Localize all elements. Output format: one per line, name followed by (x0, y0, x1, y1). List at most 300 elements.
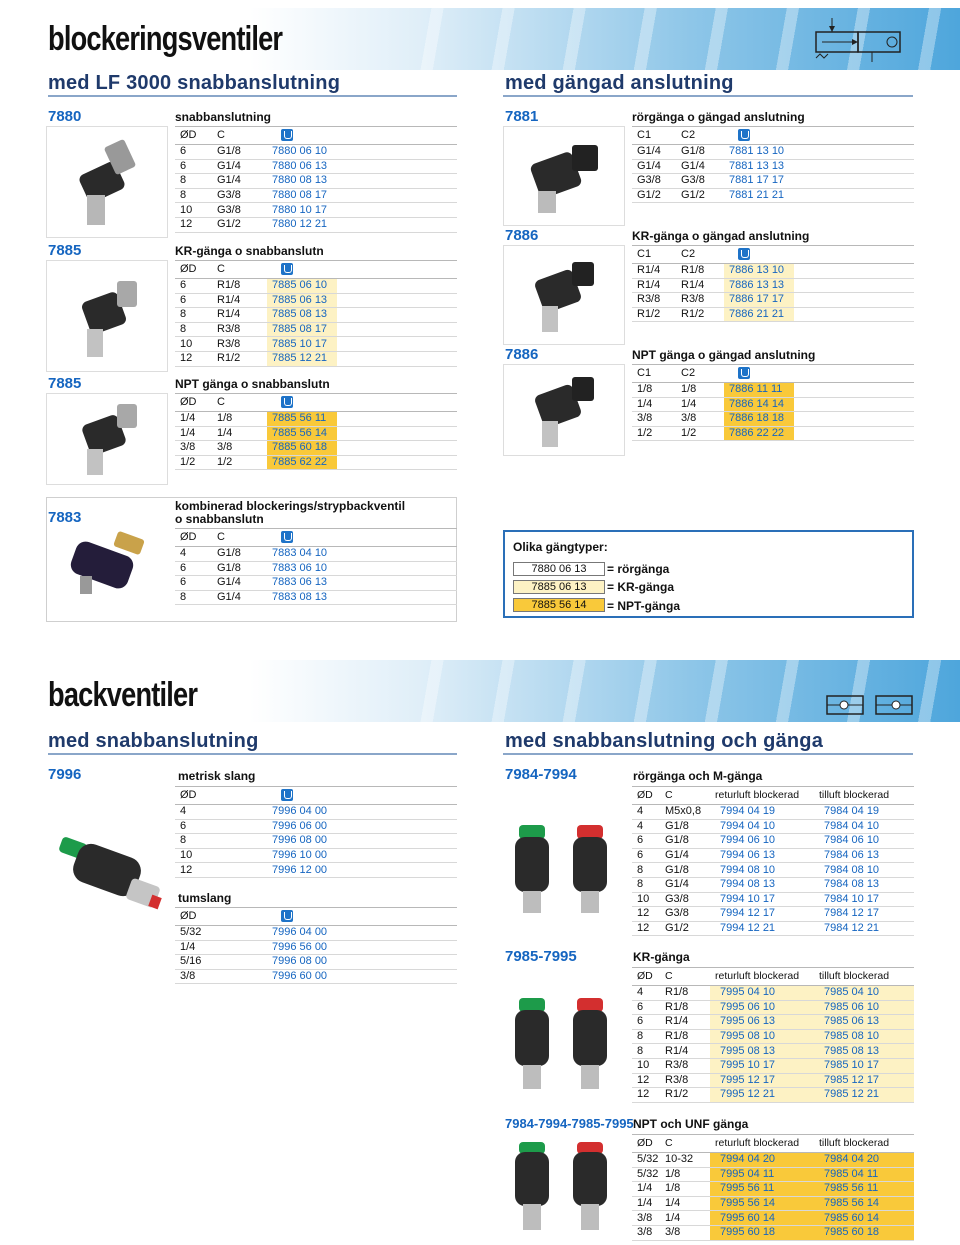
table-cell: 1/4 (632, 1182, 660, 1197)
table-cell: G1/4 (660, 848, 710, 863)
table-cell: 7885 12 21 (267, 351, 337, 366)
table-cell: R3/8 (212, 337, 267, 352)
subheading-left: med LF 3000 snabbanslutning (48, 72, 341, 94)
table-cell: 7985 06 10 (814, 1000, 914, 1015)
table-cell: R1/4 (676, 278, 724, 293)
table-cell: 7885 10 17 (267, 337, 337, 352)
table-row (175, 969, 457, 984)
table-cell: G3/8 (676, 174, 724, 189)
table-cell: 6 (632, 1000, 660, 1015)
table-cell: 1/4 (632, 1196, 660, 1211)
table-cell: 6 (175, 576, 212, 591)
table-cell: 7994 04 20 (710, 1153, 814, 1168)
table-cell: 7885 62 22 (267, 455, 337, 470)
table-row (175, 863, 457, 878)
table-cell: 7985 08 13 (814, 1044, 914, 1059)
table-row (175, 174, 457, 189)
table-row (175, 145, 457, 160)
table-cell: R1/2 (676, 307, 724, 322)
table-cell (337, 426, 457, 441)
table-cell: 1/4 (660, 1211, 710, 1226)
table-cell: 7996 06 00 (267, 819, 337, 834)
table-row (632, 1153, 914, 1168)
col-header (724, 365, 794, 383)
table-cell: 3/8 (632, 412, 676, 427)
table-cell: 7994 08 10 (710, 863, 814, 878)
table-cell: 6 (632, 834, 660, 849)
table-cell: 7984 04 10 (814, 819, 914, 834)
table-row (632, 278, 914, 293)
legend-label: = KR-gänga (607, 580, 675, 594)
table-row (632, 426, 914, 441)
col-header: ØD (175, 261, 212, 279)
table-row (632, 264, 914, 279)
table-cell (794, 426, 914, 441)
col-header: returluft blockerad (710, 1135, 814, 1153)
table-row (632, 412, 914, 427)
col-header (337, 261, 457, 279)
table-cell: G1/2 (660, 921, 710, 936)
table-cell (794, 293, 914, 308)
product-image-7886 (503, 245, 625, 345)
table-cell (337, 159, 457, 174)
col-header: C (212, 261, 267, 279)
product-image-7885 (46, 260, 168, 372)
product-image-7880 (46, 126, 168, 238)
product-code: 7984-7994 (505, 766, 577, 783)
table-cell: 4 (175, 805, 267, 820)
table-cell: G1/8 (676, 145, 724, 160)
table-cell: G1/8 (660, 819, 710, 834)
table-cell: 7984 06 10 (814, 834, 914, 849)
table-cell: G3/8 (212, 203, 267, 218)
col-header (724, 127, 794, 145)
table-cell: 3/8 (676, 412, 724, 427)
table-cell: 3/8 (175, 441, 212, 456)
table-cell: 7996 12 00 (267, 863, 337, 878)
legend-code: 7885 06 13 (513, 580, 605, 594)
table-cell: 7985 56 14 (814, 1196, 914, 1211)
table-cell: 8 (175, 174, 212, 189)
table-cell: R1/8 (660, 986, 710, 1001)
divider (48, 95, 457, 97)
product-code: 7985-7995 (505, 948, 577, 965)
table-row (632, 188, 914, 203)
table-cell (337, 819, 457, 834)
table-cell: 7995 12 21 (710, 1088, 814, 1103)
table-row (175, 848, 457, 863)
table-cell: G1/4 (212, 590, 267, 605)
table-row (632, 145, 914, 160)
table-cell (794, 174, 914, 189)
col-header: ØD (175, 908, 267, 926)
table-cell (337, 351, 457, 366)
table-cell: 7995 04 10 (710, 986, 814, 1001)
table-cell: 7880 10 17 (267, 203, 337, 218)
table-cell: 7995 56 11 (710, 1182, 814, 1197)
table-row (175, 834, 457, 849)
table-row (632, 174, 914, 189)
col-header: returluft blockerad (710, 787, 814, 805)
col-header: C1 (632, 127, 676, 145)
table-7985-7995 (632, 967, 914, 1103)
col-header: ØD (632, 968, 660, 986)
col-header (337, 529, 457, 547)
col-header: tilluft blockerad (814, 787, 914, 805)
table-cell (337, 412, 457, 427)
table-cell: 8 (632, 863, 660, 878)
table-row (632, 1029, 914, 1044)
table-cell: G1/2 (632, 188, 676, 203)
table-cell: 7885 56 11 (267, 412, 337, 427)
product-code: 7885 (48, 375, 82, 392)
table-cell: 12 (632, 907, 660, 922)
table-cell: 8 (175, 308, 212, 323)
table-cell: 10 (632, 892, 660, 907)
table-cell: 3/8 (212, 441, 267, 456)
table-row (175, 217, 457, 232)
table-row (175, 576, 457, 591)
table-row (632, 1088, 914, 1103)
table-cell: 1/2 (175, 455, 212, 470)
table-cell: 7883 08 13 (267, 590, 337, 605)
divider (503, 753, 913, 755)
table-row (175, 308, 457, 323)
table-cell: R1/2 (212, 351, 267, 366)
table-cell: 7881 13 10 (724, 145, 794, 160)
table-cell: 7984 12 21 (814, 921, 914, 936)
legend-code: 7880 06 13 (513, 562, 605, 576)
table-row (175, 940, 457, 955)
table-7996-inch (175, 907, 457, 984)
table-cell: 7984 12 17 (814, 907, 914, 922)
col-header (267, 127, 337, 145)
table-cell (337, 805, 457, 820)
table-cell: 7995 60 18 (710, 1225, 814, 1240)
table-cell: G1/2 (212, 217, 267, 232)
table-cell: 7994 12 21 (710, 921, 814, 936)
table-row (175, 188, 457, 203)
divider (48, 753, 457, 755)
table-row (632, 293, 914, 308)
product-image-7885-npt (46, 393, 168, 485)
thread-legend (503, 530, 914, 618)
table-cell: 7886 22 22 (724, 426, 794, 441)
table-cell: G1/4 (632, 159, 676, 174)
table-row (632, 1167, 914, 1182)
table-cell (337, 203, 457, 218)
table-cell: 1/4 (212, 426, 267, 441)
table-7996-metric (175, 786, 457, 878)
col-header (794, 365, 914, 383)
table-cell: 6 (175, 561, 212, 576)
col-header: C2 (676, 127, 724, 145)
table-row (632, 1044, 914, 1059)
table-cell: 1/8 (660, 1167, 710, 1182)
subheading-right: med gängad anslutning (505, 72, 734, 94)
col-header: C (660, 1135, 710, 1153)
product-image-7886-npt (503, 364, 625, 456)
subheading-right: med snabbanslutning och gänga (505, 730, 824, 752)
product-code: 7984-7994-7985-7995 (505, 1116, 634, 1131)
table-cell: 7984 06 13 (814, 848, 914, 863)
col-header: ØD (175, 787, 267, 805)
table-cell: 7994 04 10 (710, 819, 814, 834)
table-row (175, 203, 457, 218)
table-7886-kr (632, 245, 914, 322)
table-row (175, 293, 457, 308)
table-cell: 1/2 (676, 426, 724, 441)
table-cell: G1/4 (212, 576, 267, 591)
table-cell (337, 576, 457, 591)
table-cell: G3/8 (212, 188, 267, 203)
product-code: 7886 (505, 346, 539, 363)
table-row (632, 1000, 914, 1015)
group-title-line2: o snabbanslutn (175, 512, 264, 526)
table-cell (337, 940, 457, 955)
table-cell: 1/4 (175, 940, 267, 955)
table-cell (337, 590, 457, 605)
table-row (175, 561, 457, 576)
product-code: 7885 (48, 242, 82, 259)
table-cell: 7886 11 11 (724, 383, 794, 398)
table-row (632, 159, 914, 174)
table-row (632, 907, 914, 922)
table-cell: G1/8 (660, 834, 710, 849)
table-row (632, 819, 914, 834)
group-title: NPT och UNF gänga (633, 1117, 749, 1131)
product-code: 7880 (48, 108, 82, 125)
table-cell: R1/4 (212, 293, 267, 308)
table-row (632, 986, 914, 1001)
table-row (175, 337, 457, 352)
table-cell: 7883 06 13 (267, 576, 337, 591)
table-cell: 12 (632, 1073, 660, 1088)
table-cell: 7995 08 10 (710, 1029, 814, 1044)
table-cell: 7995 56 14 (710, 1196, 814, 1211)
table-cell: 7880 06 13 (267, 159, 337, 174)
table-cell: 7984 08 13 (814, 877, 914, 892)
table-row (175, 926, 457, 941)
col-header: C2 (676, 365, 724, 383)
table-cell: 7880 08 17 (267, 188, 337, 203)
table-cell: 7985 04 10 (814, 986, 914, 1001)
col-header: ØD (632, 787, 660, 805)
table-cell: 7885 08 17 (267, 322, 337, 337)
product-image-7985-7995 (505, 990, 627, 1102)
table-cell: R3/8 (632, 293, 676, 308)
table-cell: 8 (175, 590, 212, 605)
table-cell: 12 (175, 863, 267, 878)
table-cell: R1/8 (212, 279, 267, 294)
hand-icon (281, 789, 293, 801)
table-row (175, 590, 457, 605)
table-cell: G3/8 (660, 907, 710, 922)
table-cell: 7885 06 10 (267, 279, 337, 294)
product-image-7996 (50, 820, 175, 940)
table-cell: 8 (632, 1044, 660, 1059)
table-cell: 6 (175, 145, 212, 160)
group-title: KR-gänga o snabbanslutn (175, 244, 324, 258)
table-cell: 3/8 (175, 969, 267, 984)
table-cell: G1/2 (676, 188, 724, 203)
table-cell: R1/4 (212, 308, 267, 323)
col-header: C2 (676, 246, 724, 264)
table-cell: R1/8 (676, 264, 724, 279)
table-cell: 7984 10 17 (814, 892, 914, 907)
col-header (267, 908, 337, 926)
table-cell: 4 (175, 547, 212, 562)
table-row (632, 848, 914, 863)
table-cell: 8 (175, 322, 212, 337)
table-cell: R3/8 (660, 1073, 710, 1088)
table-cell: 7881 17 17 (724, 174, 794, 189)
table-row (632, 863, 914, 878)
table-cell: 7880 12 21 (267, 217, 337, 232)
col-header (337, 787, 457, 805)
table-row (632, 877, 914, 892)
table-cell: 12 (175, 351, 212, 366)
table-cell (794, 278, 914, 293)
table-cell (794, 397, 914, 412)
table-7984-7994 (632, 786, 914, 936)
table-row (632, 921, 914, 936)
table-cell: 8 (632, 877, 660, 892)
table-cell (794, 383, 914, 398)
table-cell (337, 188, 457, 203)
table-cell (794, 159, 914, 174)
table-cell (337, 547, 457, 562)
col-header: C1 (632, 365, 676, 383)
col-header (267, 261, 337, 279)
table-cell: 7984 08 10 (814, 863, 914, 878)
table-cell: 7995 10 17 (710, 1058, 814, 1073)
table-row (632, 1058, 914, 1073)
table-cell: 1/4 (676, 397, 724, 412)
legend-code: 7885 56 14 (513, 598, 605, 612)
table-cell: 7984 04 19 (814, 805, 914, 820)
col-header (267, 787, 337, 805)
table-row (632, 1196, 914, 1211)
table-cell (337, 561, 457, 576)
table-cell: G1/4 (660, 877, 710, 892)
table-7885-npt (175, 393, 457, 470)
col-header: ØD (175, 127, 212, 145)
table-row (175, 426, 457, 441)
hand-icon (281, 396, 293, 408)
table-cell: G1/4 (632, 145, 676, 160)
table-cell: R3/8 (212, 322, 267, 337)
table-cell: G1/8 (212, 561, 267, 576)
table-cell: 7886 14 14 (724, 397, 794, 412)
table-cell: 7880 08 13 (267, 174, 337, 189)
table-cell: 7996 04 00 (267, 805, 337, 820)
table-cell (794, 145, 914, 160)
table-cell (337, 863, 457, 878)
table-cell: 7985 60 14 (814, 1211, 914, 1226)
table-cell: 3/8 (632, 1225, 660, 1240)
table-cell (337, 955, 457, 970)
table-cell: 7886 13 10 (724, 264, 794, 279)
table-cell: R1/2 (632, 307, 676, 322)
col-header: C1 (632, 246, 676, 264)
table-cell: 6 (632, 1015, 660, 1030)
table-cell: 7994 04 19 (710, 805, 814, 820)
table-cell (337, 293, 457, 308)
table-cell: 10 (175, 848, 267, 863)
table-7886-npt (632, 364, 914, 441)
section-title: backventiler (48, 676, 198, 714)
group-title: NPT gänga o gängad anslutning (632, 348, 816, 362)
check-valve-symbol-icon (826, 694, 916, 720)
table-cell: 7994 06 13 (710, 848, 814, 863)
table-cell: G1/4 (212, 159, 267, 174)
table-cell (337, 337, 457, 352)
table-cell: 3/8 (632, 1211, 660, 1226)
table-cell: G1/4 (676, 159, 724, 174)
table-row (175, 159, 457, 174)
table-cell: 7994 10 17 (710, 892, 814, 907)
table-cell (794, 188, 914, 203)
group-title: snabbanslutning (175, 110, 271, 124)
table-cell: 10 (175, 337, 212, 352)
table-cell: 7985 60 18 (814, 1225, 914, 1240)
table-row (175, 819, 457, 834)
table-cell: G3/8 (660, 892, 710, 907)
table-cell (337, 217, 457, 232)
table-cell: 7883 04 10 (267, 547, 337, 562)
table-cell: 7886 17 17 (724, 293, 794, 308)
col-header: ØD (175, 529, 212, 547)
hand-icon (738, 248, 750, 260)
table-cell: 7995 12 17 (710, 1073, 814, 1088)
table-cell: 1/8 (660, 1182, 710, 1197)
col-header: C (212, 529, 267, 547)
table-cell: R1/4 (660, 1044, 710, 1059)
hand-icon (738, 367, 750, 379)
table-row (632, 1015, 914, 1030)
table-cell: 7995 06 10 (710, 1000, 814, 1015)
table-row (632, 307, 914, 322)
hand-icon (281, 263, 293, 275)
table-row (632, 383, 914, 398)
table-cell: 7881 21 21 (724, 188, 794, 203)
col-header: tilluft blockerad (814, 1135, 914, 1153)
col-header: C (212, 394, 267, 412)
table-cell: G1/8 (212, 547, 267, 562)
table-cell: 7985 04 11 (814, 1167, 914, 1182)
table-row (632, 892, 914, 907)
table-cell: R1/4 (632, 278, 676, 293)
table-cell: 1/8 (676, 383, 724, 398)
table-row (175, 455, 457, 470)
col-header (337, 394, 457, 412)
table-cell (337, 308, 457, 323)
valve-symbol-icon (812, 10, 912, 65)
section-title: blockeringsventiler (48, 20, 283, 58)
table-cell: 7994 06 10 (710, 834, 814, 849)
table-cell: 6 (175, 819, 267, 834)
table-cell: R1/4 (660, 1015, 710, 1030)
col-header: C (660, 787, 710, 805)
table-cell (337, 174, 457, 189)
table-cell: 7996 04 00 (267, 926, 337, 941)
table-cell: 7886 13 13 (724, 278, 794, 293)
table-cell: 7985 56 11 (814, 1182, 914, 1197)
hand-icon (281, 129, 293, 141)
table-cell: G1/8 (212, 145, 267, 160)
table-row (175, 441, 457, 456)
